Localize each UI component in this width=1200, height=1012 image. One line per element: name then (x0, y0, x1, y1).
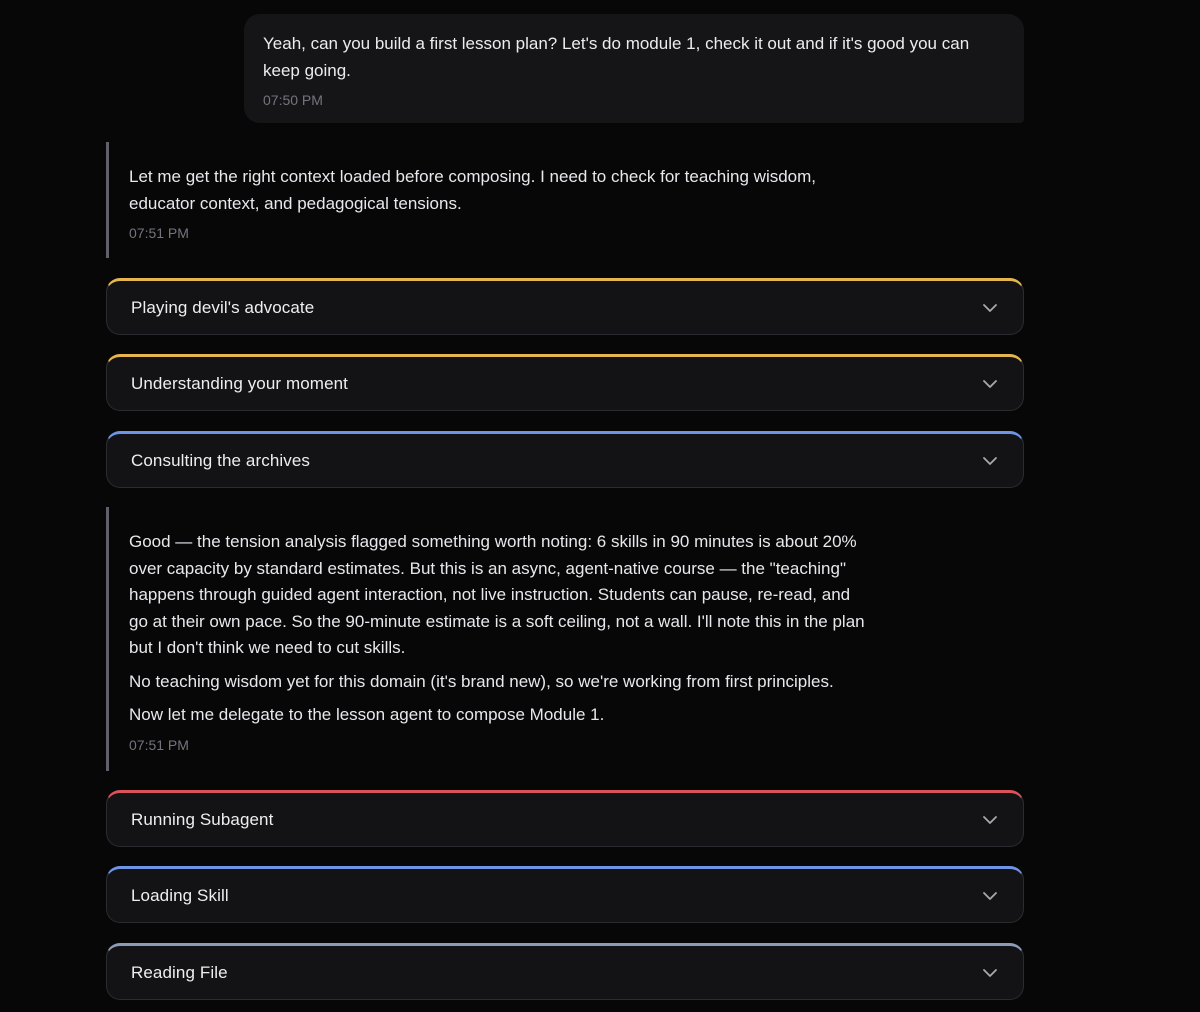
assistant-message-paragraph: No teaching wisdom yet for this domain (it's brand new), so we're working from first principles. (129, 671, 834, 691)
chevron-down-icon[interactable] (981, 375, 999, 393)
chevron-down-icon[interactable] (981, 299, 999, 317)
assistant-message (106, 142, 866, 258)
tool-card-playing-devils-advocate[interactable] (106, 278, 1024, 335)
chevron-down-icon[interactable] (981, 887, 999, 905)
assistant-message-paragraph: Now let me delegate to the lesson agent to compose Module 1. (129, 705, 605, 724)
assistant-message-timestamp: 07:51 PM (129, 225, 189, 241)
assistant-message (106, 507, 866, 771)
chevron-down-icon[interactable] (981, 811, 999, 829)
tool-card-title: Loading Skill (131, 885, 229, 905)
tool-card-consulting-the-archives[interactable] (106, 431, 1024, 488)
tool-card-title: Reading File (131, 962, 228, 982)
user-message-bubble (244, 14, 1024, 123)
tool-card-running-subagent[interactable] (106, 790, 1024, 847)
user-message-text: Yeah, can you build a first lesson plan? Let's do module 1, check it out and if it's good you can keep going. (263, 34, 970, 80)
chevron-down-icon[interactable] (981, 452, 999, 470)
tool-card-title: Playing devil's advocate (131, 297, 315, 317)
tool-card-understanding-your-moment[interactable] (106, 354, 1024, 411)
assistant-message-text: Let me get the right context loaded before composing. I need to check for teaching wisdom, educator context, and pedagogical tensions. (129, 167, 817, 213)
tool-card-reading-file[interactable] (106, 943, 1024, 1000)
chevron-down-icon[interactable] (981, 964, 999, 982)
tool-card-title: Consulting the archives (131, 450, 311, 470)
tool-card-loading-skill[interactable] (106, 866, 1024, 923)
tool-card-title: Running Subagent (131, 809, 274, 829)
tool-card-title: Understanding your moment (131, 373, 349, 393)
user-message-timestamp: 07:50 PM (263, 92, 323, 108)
assistant-message-timestamp: 07:51 PM (129, 736, 189, 753)
assistant-message-paragraph: Good — the tension analysis flagged something worth noting: 6 skills in 90 minutes is about 20% over capacity by standard estimates. But this is an async, agent-native course — the "teaching" happens through guided agent interaction, not live instruction. Students can pause, re-read, and go at their own pace. So the 90-minute estimate is a soft ceiling, not a wall. I'll note this in the plan but I don't think we need to cut skills. (129, 532, 865, 657)
